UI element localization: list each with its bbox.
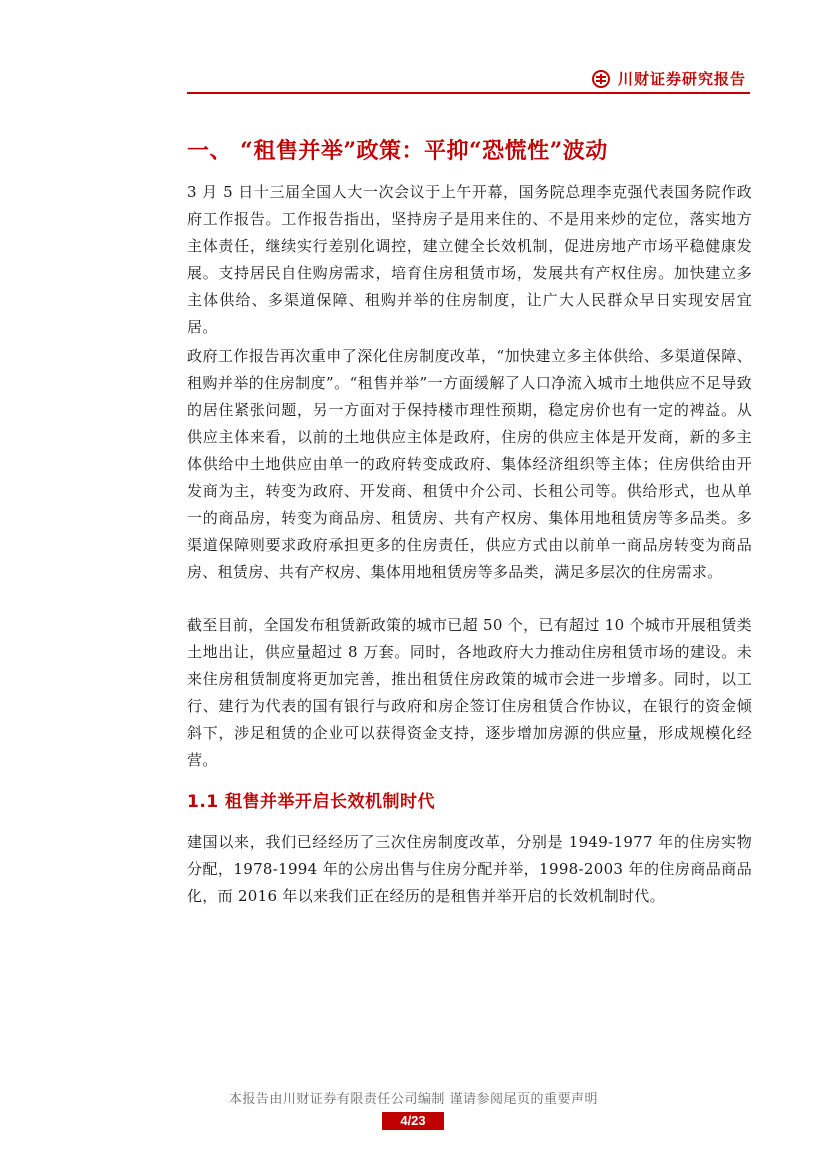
paragraph-2: 政府工作报告再次重申了深化住房制度改革，“加快建立多主体供给、多渠道保障、租购并举的住房制度”。“租售并举”一方面缓解了人口净流入城市土地供应不足导致的居住紧张问题，另一方面对于保持楼市理性预期，稳定房价也有一定的裨益。从供应主体来看，以前的土地供应主体是政府，住房的供应主体是开发商，新的多主体供给中土地供应由单一的政府转变成政府、集体经济组织等主体；住房供给由开发商为主，转变为政府、开发商、租赁中介公司、长租公司等。供给形式，也从单一的商品房，转变为商品房、租赁房、共有产权房、集体用地租赁房等多品类。多渠道保障则要求政府承担更多的住房责任，供应方式由以前单一商品房转变为商品房、租赁房、共有产权房、集体用地租赁房等多品类，满足多层次的住房需求。: [187, 347, 752, 581]
subsection-paragraph: 建国以来，我们已经经历了三次住房制度改革，分别是 1949-1977 年的住房实物分配，1978-1994 年的公房出售与住房分配并举，1998-2003 年的住房商品商品化，而 2016 年以来我们正在经历的是租售并举开启的长效机制时代。: [187, 833, 752, 905]
chuancai-logo-icon: [592, 70, 610, 88]
subsection-title: 1.1 租售并举开启长效机制时代: [187, 792, 436, 812]
paragraph-1: 3 月 5 日十三届全国人大一次会议于上午开幕，国务院总理李克强代表国务院作政府工作报告。工作报告指出，坚持房子是用来住的、不是用来炒的定位，落实地方主体责任，继续实行差别化调控，建立健全长效机制，促进房地产市场平稳健康发展。支持居民自住购房需求，培育住房租赁市场，发展共有产权住房。加快建立多主体供给、多渠道保障、租购并举的住房制度，让广大人民群众早日实现安居宜居。: [187, 183, 752, 336]
paragraph-3: 截至目前，全国发布租赁新政策的城市已超 50 个，已有超过 10 个城市开展租赁类土地出让，供应量超过 8 万套。同时，各地政府大力推动住房租赁市场的建设。未来住房租赁制度将更加完善，推出租赁住房政策的城市会进一步增多。同时，以工行、建行为代表的国有银行与政府和房企签订住房租赁合作协议，在银行的资金倾斜下，涉足租赁的企业可以获得资金支持，逐步增加房源的供应量，形成规模化经营。: [187, 616, 752, 769]
section-title: 一、 “租售并举”政策：平抑“恐慌性”波动: [187, 138, 608, 164]
brand-name: 川财证券研究报告: [617, 70, 746, 88]
brand: [592, 68, 746, 89]
report-header: [187, 68, 750, 94]
page-number: 4/23: [382, 1112, 444, 1130]
disclaimer-note: 本报告由川财证券有限责任公司编制 谨请参阅尾页的重要声明: [228, 1092, 599, 1107]
